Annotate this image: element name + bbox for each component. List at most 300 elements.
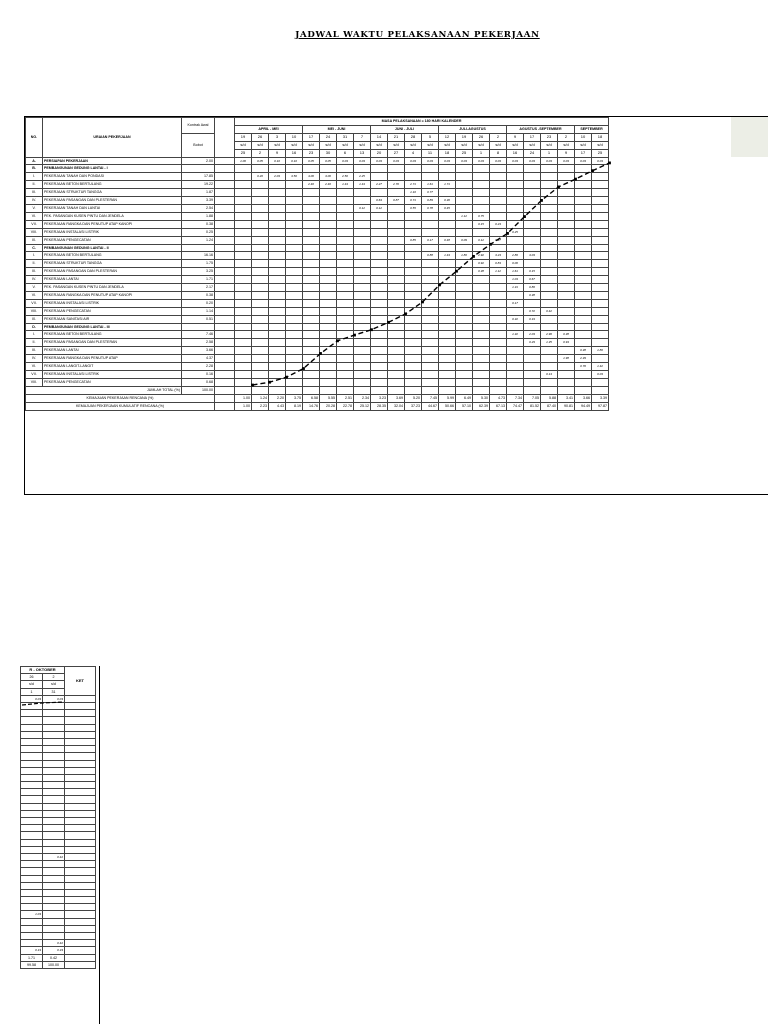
kumulatif-value: 50.66 <box>439 402 456 410</box>
ket-cell <box>65 853 96 860</box>
week-value: 0.05 <box>252 157 269 165</box>
week-value: 0.78 <box>422 204 439 212</box>
week-end: 18 <box>439 149 456 157</box>
row-label: PEMBANGUNAN GEDUNG LANTAI - III <box>43 323 182 331</box>
week-value <box>43 911 65 918</box>
week-value: 1.61 <box>422 181 439 189</box>
week-start: 23 <box>541 133 558 141</box>
week-value: 0.03 <box>21 695 43 702</box>
week-value: 0.09 <box>456 236 473 244</box>
week-value: 1.32 <box>507 331 524 339</box>
week-value: 0.12 <box>371 204 388 212</box>
row-bobot: 1.88 <box>182 212 215 220</box>
row-label: PEKERJAAN RANGKA DAN PENUTUP ATAP KANOPI <box>43 220 182 228</box>
week-value <box>21 940 43 947</box>
week-value: 2.25 <box>354 173 371 181</box>
row-no: I. <box>26 331 43 339</box>
week-sd: s/d <box>456 141 473 149</box>
week-value: 0.03 <box>541 157 558 165</box>
week-value: 0.03 <box>490 157 507 165</box>
week-value: 1.44 <box>337 181 354 189</box>
week-start: 19 <box>235 133 252 141</box>
s-curve-point <box>285 376 288 379</box>
week-value <box>43 882 65 889</box>
week-value: 1.44 <box>354 181 371 189</box>
ket-cell <box>65 774 96 781</box>
ket-cell <box>65 954 96 961</box>
row-label: PEKERJAAN STRUKTUR TANGGA <box>43 260 182 268</box>
ket-cell <box>65 861 96 868</box>
week-value <box>21 731 43 738</box>
week-value: 0.75 <box>473 212 490 220</box>
week-sd: s/d <box>439 141 456 149</box>
week-end: 17 <box>575 149 592 157</box>
week-end: 27 <box>388 149 405 157</box>
ket-cell <box>65 753 96 760</box>
week-value: 0.23 <box>490 220 507 228</box>
row-no: C. <box>26 244 43 252</box>
row-bobot: 0.38 <box>182 291 215 299</box>
kumulatif-value: 67.13 <box>490 402 507 410</box>
week-sd: s/d <box>269 141 286 149</box>
s-curve-point <box>404 312 407 315</box>
week-value: 0.03 <box>558 157 575 165</box>
week-value <box>21 738 43 745</box>
jumlah-value: 100.00 <box>182 386 215 394</box>
row-bobot: 16.16 <box>182 252 215 260</box>
rencana-value: 2.51 <box>337 394 354 402</box>
row-no: I. <box>26 252 43 260</box>
week-end: 24 <box>524 149 541 157</box>
ket-cell <box>65 933 96 940</box>
week-value: 0.67 <box>524 276 541 284</box>
week-sd: s/d <box>524 141 541 149</box>
ket-cell <box>65 897 96 904</box>
week-sd: s/d <box>337 141 354 149</box>
row-bobot: 1.24 <box>182 236 215 244</box>
rencana-value: 2.34 <box>354 394 371 402</box>
week-sd: s/d <box>405 141 422 149</box>
week-value <box>21 832 43 839</box>
week-start: 24 <box>320 133 337 141</box>
s-curve-point <box>557 186 560 189</box>
row-bobot: 0.51 <box>182 315 215 323</box>
week-value: 2.27 <box>371 181 388 189</box>
week-end: 9 <box>269 149 286 157</box>
kumulatif-value: 100.00 <box>43 961 65 968</box>
week-start: 9 <box>507 133 524 141</box>
row-no: VIII. <box>26 378 43 386</box>
row-label: PEMBANGUNAN GEDUNG LANTAI - I <box>43 165 182 173</box>
header-ket: KET <box>65 667 96 696</box>
week-value: 0.03 <box>422 157 439 165</box>
week-start: 17 <box>524 133 541 141</box>
header-uraian: URAIAN PEKERJAAN <box>43 118 182 158</box>
ket-cell <box>65 839 96 846</box>
week-start: 3 <box>269 133 286 141</box>
week-value <box>21 789 43 796</box>
rencana-value: 7.45 <box>422 394 439 402</box>
row-no: VI. <box>26 363 43 371</box>
row-label: PEKERJAAN RANGKA DAN PENUTUP ATAP <box>43 355 182 363</box>
rencana-value: 5.20 <box>405 394 422 402</box>
kumulatif-value: 32.04 <box>388 402 405 410</box>
week-start: 26 <box>252 133 269 141</box>
week-value <box>21 853 43 860</box>
week-value: 0.38 <box>524 291 541 299</box>
header-month: APRIL - MEI <box>235 125 303 133</box>
row-bobot: 4.37 <box>182 355 215 363</box>
row-no: D. <box>26 323 43 331</box>
header-month: JULI-AGUSTUS <box>439 125 507 133</box>
week-value: 0.86 <box>524 284 541 292</box>
week-value <box>43 839 65 846</box>
week-value: 0.38 <box>473 268 490 276</box>
rencana-label: KEMAJUAN PEKERJAAN RENCANA (%) <box>26 394 215 402</box>
week-value: 0.77 <box>422 189 439 197</box>
schedule-sheet-continued <box>20 666 100 1024</box>
week-value: 1.35 <box>541 339 558 347</box>
ket-cell <box>65 818 96 825</box>
rencana-value: 3.39 <box>592 394 609 402</box>
header-month: SEPTEMBER <box>575 125 609 133</box>
row-no: B. <box>26 165 43 173</box>
row-no: IX. <box>26 315 43 323</box>
week-sd: s/d <box>21 681 43 688</box>
week-sd: s/d <box>235 141 252 149</box>
week-value: 0.19 <box>21 947 43 954</box>
week-value: 0.20 <box>252 173 269 181</box>
week-end: 16 <box>286 149 303 157</box>
week-value: 0.03 <box>354 157 371 165</box>
week-sd: s/d <box>354 141 371 149</box>
week-value <box>21 882 43 889</box>
week-value: 0.03 <box>524 157 541 165</box>
week-value: 0.15 <box>524 268 541 276</box>
row-no: III. <box>26 189 43 197</box>
week-value: 0.03 <box>439 157 456 165</box>
week-value <box>21 839 43 846</box>
week-value: 1.98 <box>558 355 575 363</box>
rencana-value: 3.75 <box>286 394 303 402</box>
s-curve-point <box>421 301 424 304</box>
rencana-value: 0.42 <box>43 954 65 961</box>
rencana-value: 5.99 <box>439 394 456 402</box>
row-label: PEKERJAAN BETON BERTULANG <box>43 252 182 260</box>
week-sd: s/d <box>473 141 490 149</box>
week-value <box>43 904 65 911</box>
week-value: 0.03 <box>405 157 422 165</box>
rencana-value: 6.49 <box>456 394 473 402</box>
row-bobot: 2.58 <box>182 339 215 347</box>
week-start: 17 <box>303 133 320 141</box>
ket-cell <box>65 782 96 789</box>
week-value <box>21 904 43 911</box>
week-value <box>43 889 65 896</box>
ket-cell <box>65 918 96 925</box>
week-end: 25 <box>235 149 252 157</box>
week-value <box>21 825 43 832</box>
week-value: 2.70 <box>388 181 405 189</box>
s-curve-point <box>387 321 390 324</box>
row-no: IV. <box>26 355 43 363</box>
row-label: PEKERJAAN BETON BERTULANG <box>43 181 182 189</box>
kumulatif-value: 20.28 <box>320 402 337 410</box>
week-sd: s/d <box>422 141 439 149</box>
week-value: 3.03 <box>524 252 541 260</box>
header-no: NO. <box>26 118 43 158</box>
ket-cell <box>65 738 96 745</box>
rencana-value: 5.88 <box>541 394 558 402</box>
kumulatif-value: 62.39 <box>473 402 490 410</box>
week-sd: s/d <box>558 141 575 149</box>
ket-cell <box>65 882 96 889</box>
s-curve-point <box>540 199 543 202</box>
week-value <box>43 897 65 904</box>
week-value <box>43 774 65 781</box>
week-start: 12 <box>439 133 456 141</box>
s-curve <box>25 117 768 494</box>
week-sd: s/d <box>592 141 609 149</box>
week-value <box>43 738 65 745</box>
row-bobot: 0.20 <box>182 299 215 307</box>
row-label: PEKERJAAN PENGECATAN <box>43 307 182 315</box>
week-value: 3.23 <box>490 252 507 260</box>
schedule-sheet <box>24 116 768 495</box>
week-end: 1 <box>473 149 490 157</box>
week-end: 2 <box>252 149 269 157</box>
ket-cell <box>65 875 96 882</box>
week-end: 13 <box>354 149 371 157</box>
row-label: PEKERJAAN STRUKTUR TANGGA <box>43 189 182 197</box>
row-label: PEKERJAAN PENGECATAN <box>43 378 182 386</box>
s-curve-point <box>523 215 526 218</box>
week-value: 0.03 <box>43 695 65 702</box>
week-value: 0.10 <box>286 157 303 165</box>
week-value: 2.86 <box>507 252 524 260</box>
ket-cell <box>65 961 96 968</box>
week-value <box>43 760 65 767</box>
header-month: MEI - JUNI <box>303 125 371 133</box>
week-start: 28 <box>405 133 422 141</box>
row-no: II. <box>26 260 43 268</box>
rencana-value: 3.66 <box>575 394 592 402</box>
rencana-value: 7.34 <box>507 394 524 402</box>
week-sd: s/d <box>541 141 558 149</box>
row-bobot: 19.22 <box>182 181 215 189</box>
week-value: 1.61 <box>507 268 524 276</box>
week-value <box>21 746 43 753</box>
row-label: PEMBANGUNAN GEDUNG LANTAI - II <box>43 244 182 252</box>
week-start: 14 <box>371 133 388 141</box>
week-start: 2 <box>490 133 507 141</box>
week-value: 0.38 <box>558 331 575 339</box>
week-value: 0.29 <box>524 339 541 347</box>
week-value: 0.63 <box>371 197 388 205</box>
row-no: IV. <box>26 197 43 205</box>
row-bobot: 1.75 <box>182 260 215 268</box>
row-no: VII. <box>26 220 43 228</box>
s-curve-point <box>591 169 594 172</box>
s-curve-point <box>489 243 492 246</box>
row-no: V. <box>26 284 43 292</box>
week-value <box>21 918 43 925</box>
week-start: 10 <box>286 133 303 141</box>
week-start: 7 <box>354 133 371 141</box>
week-value <box>21 767 43 774</box>
header-month: JUNI - JULI <box>371 125 439 133</box>
week-sd: s/d <box>575 141 592 149</box>
week-start: 31 <box>337 133 354 141</box>
week-value: 0.71 <box>405 197 422 205</box>
rencana-value: 3.41 <box>558 394 575 402</box>
week-value: 0.12 <box>354 204 371 212</box>
row-bobot: 7.46 <box>182 331 215 339</box>
row-bobot: 3.25 <box>182 268 215 276</box>
week-value: 0.05 <box>320 157 337 165</box>
week-value: 0.85 <box>405 236 422 244</box>
ket-cell <box>65 789 96 796</box>
rencana-value: 5.55 <box>320 394 337 402</box>
week-start: 18 <box>592 133 609 141</box>
row-no: VI. <box>26 291 43 299</box>
week-end: 31 <box>43 688 65 695</box>
week-end: 20 <box>371 149 388 157</box>
week-value <box>43 861 65 868</box>
week-end: 30 <box>320 149 337 157</box>
week-value: 2.96 <box>541 331 558 339</box>
week-start: 26 <box>21 674 43 681</box>
week-value: 0.32 <box>507 315 524 323</box>
kumulatif-value: 81.52 <box>524 402 541 410</box>
rencana-value: 7.05 <box>524 394 541 402</box>
week-value: 1.00 <box>235 157 252 165</box>
week-sd: s/d <box>371 141 388 149</box>
week-value: 0.03 <box>388 157 405 165</box>
ket-cell <box>65 940 96 947</box>
week-end: 16 <box>507 149 524 157</box>
ket-cell <box>65 925 96 932</box>
week-end: 6 <box>337 149 354 157</box>
kumulatif-value: 2.23 <box>252 402 269 410</box>
s-curve-point <box>251 384 254 387</box>
s-curve-point <box>472 255 475 258</box>
s-curve-point <box>336 339 339 342</box>
week-end: 23 <box>303 149 320 157</box>
kumulatif-label: KEMAJUAN PEKERJAAN KUMULATIF RENCANA (%) <box>26 402 215 410</box>
ket-cell <box>65 889 96 896</box>
week-value: 0.03 <box>507 157 524 165</box>
s-curve-line-continued <box>22 702 64 705</box>
week-value <box>43 789 65 796</box>
kumulatif-value: 1.00 <box>235 402 252 410</box>
week-value: 2.39 <box>575 355 592 363</box>
week-start: 2 <box>43 674 65 681</box>
week-value <box>21 933 43 940</box>
week-value <box>43 868 65 875</box>
week-start: 26 <box>473 133 490 141</box>
row-no: V. <box>26 204 43 212</box>
row-bobot: 2.17 <box>182 284 215 292</box>
row-label: PERSIAPAN PEKERJAAN <box>43 157 182 165</box>
row-bobot: 1.14 <box>182 307 215 315</box>
row-label: PEKERJAAN LANTAI <box>43 276 182 284</box>
kumulatif-value: 8.19 <box>286 402 303 410</box>
week-value: 1.10 <box>405 189 422 197</box>
week-value <box>21 782 43 789</box>
week-value: 0.12 <box>473 236 490 244</box>
week-value <box>21 868 43 875</box>
row-label: PEKERJAAN LANGIT-LANGIT <box>43 363 182 371</box>
week-end: 1 <box>21 688 43 695</box>
week-value: 0.42 <box>43 853 65 860</box>
kumulatif-value: 22.78 <box>337 402 354 410</box>
week-value <box>21 810 43 817</box>
week-value: 0.03 <box>592 157 609 165</box>
week-value <box>21 796 43 803</box>
ket-cell <box>65 904 96 911</box>
header-bobot: Bobot <box>182 133 215 157</box>
week-value: 0.19 <box>524 315 541 323</box>
week-value: 0.03 <box>473 157 490 165</box>
ket-cell <box>65 731 96 738</box>
row-bobot: 3.39 <box>182 197 215 205</box>
week-value: 0.48 <box>439 236 456 244</box>
kumulatif-value: 74.47 <box>507 402 524 410</box>
ket-cell <box>65 796 96 803</box>
row-label: PEK. PASANGAN KUSEN PINTU DAN JENDELA <box>43 212 182 220</box>
ket-cell <box>65 846 96 853</box>
week-value: 0.17 <box>490 236 507 244</box>
week-value: 0.13 <box>541 371 558 379</box>
week-value: 1.42 <box>592 363 609 371</box>
week-value: 0.33 <box>43 947 65 954</box>
row-label: PEKERJAAN TANAH DAN PONDASI <box>43 173 182 181</box>
row-bobot: 3.66 <box>182 347 215 355</box>
s-curve-point <box>319 352 322 355</box>
page-title: JADWAL WAKTU PELAKSANAAN PEKERJAAN <box>295 30 540 40</box>
kumulatif-value: 94.49 <box>575 402 592 410</box>
kumulatif-value: 37.23 <box>405 402 422 410</box>
week-value: 1.31 <box>507 284 524 292</box>
week-value: 1.03 <box>21 911 43 918</box>
week-value: 0.10 <box>269 157 286 165</box>
rencana-value: 5.30 <box>473 394 490 402</box>
week-value <box>21 897 43 904</box>
week-value <box>43 875 65 882</box>
row-no: VIII. <box>26 307 43 315</box>
week-end: 25 <box>456 149 473 157</box>
row-bobot: 2.28 <box>182 363 215 371</box>
row-label: PEK. PASANGAN KUSEN PINTU DAN JENDELA <box>43 284 182 292</box>
week-end: 9 <box>558 149 575 157</box>
kumulatif-value: 99.58 <box>21 961 43 968</box>
header-kontrak: Kontrak Awal <box>182 118 215 134</box>
row-label: PEKERJAAN SANITASI AIR <box>43 315 182 323</box>
week-end: 11 <box>422 149 439 157</box>
week-value <box>21 753 43 760</box>
row-label: PEKERJAAN PASANGAN DAN PLESTERAN <box>43 339 182 347</box>
row-label: PEKERJAAN INSTALASI LISTRIK <box>43 228 182 236</box>
rencana-value: 1.00 <box>235 394 252 402</box>
week-value: 0.55 <box>405 204 422 212</box>
row-no: VI. <box>26 212 43 220</box>
week-value <box>43 796 65 803</box>
kumulatif-value: 44.67 <box>422 402 439 410</box>
kumulatif-value: 28.35 <box>371 402 388 410</box>
row-no: VII. <box>26 371 43 379</box>
row-label: PEKERJAAN PASANGAN DAN PLESTERAN <box>43 197 182 205</box>
